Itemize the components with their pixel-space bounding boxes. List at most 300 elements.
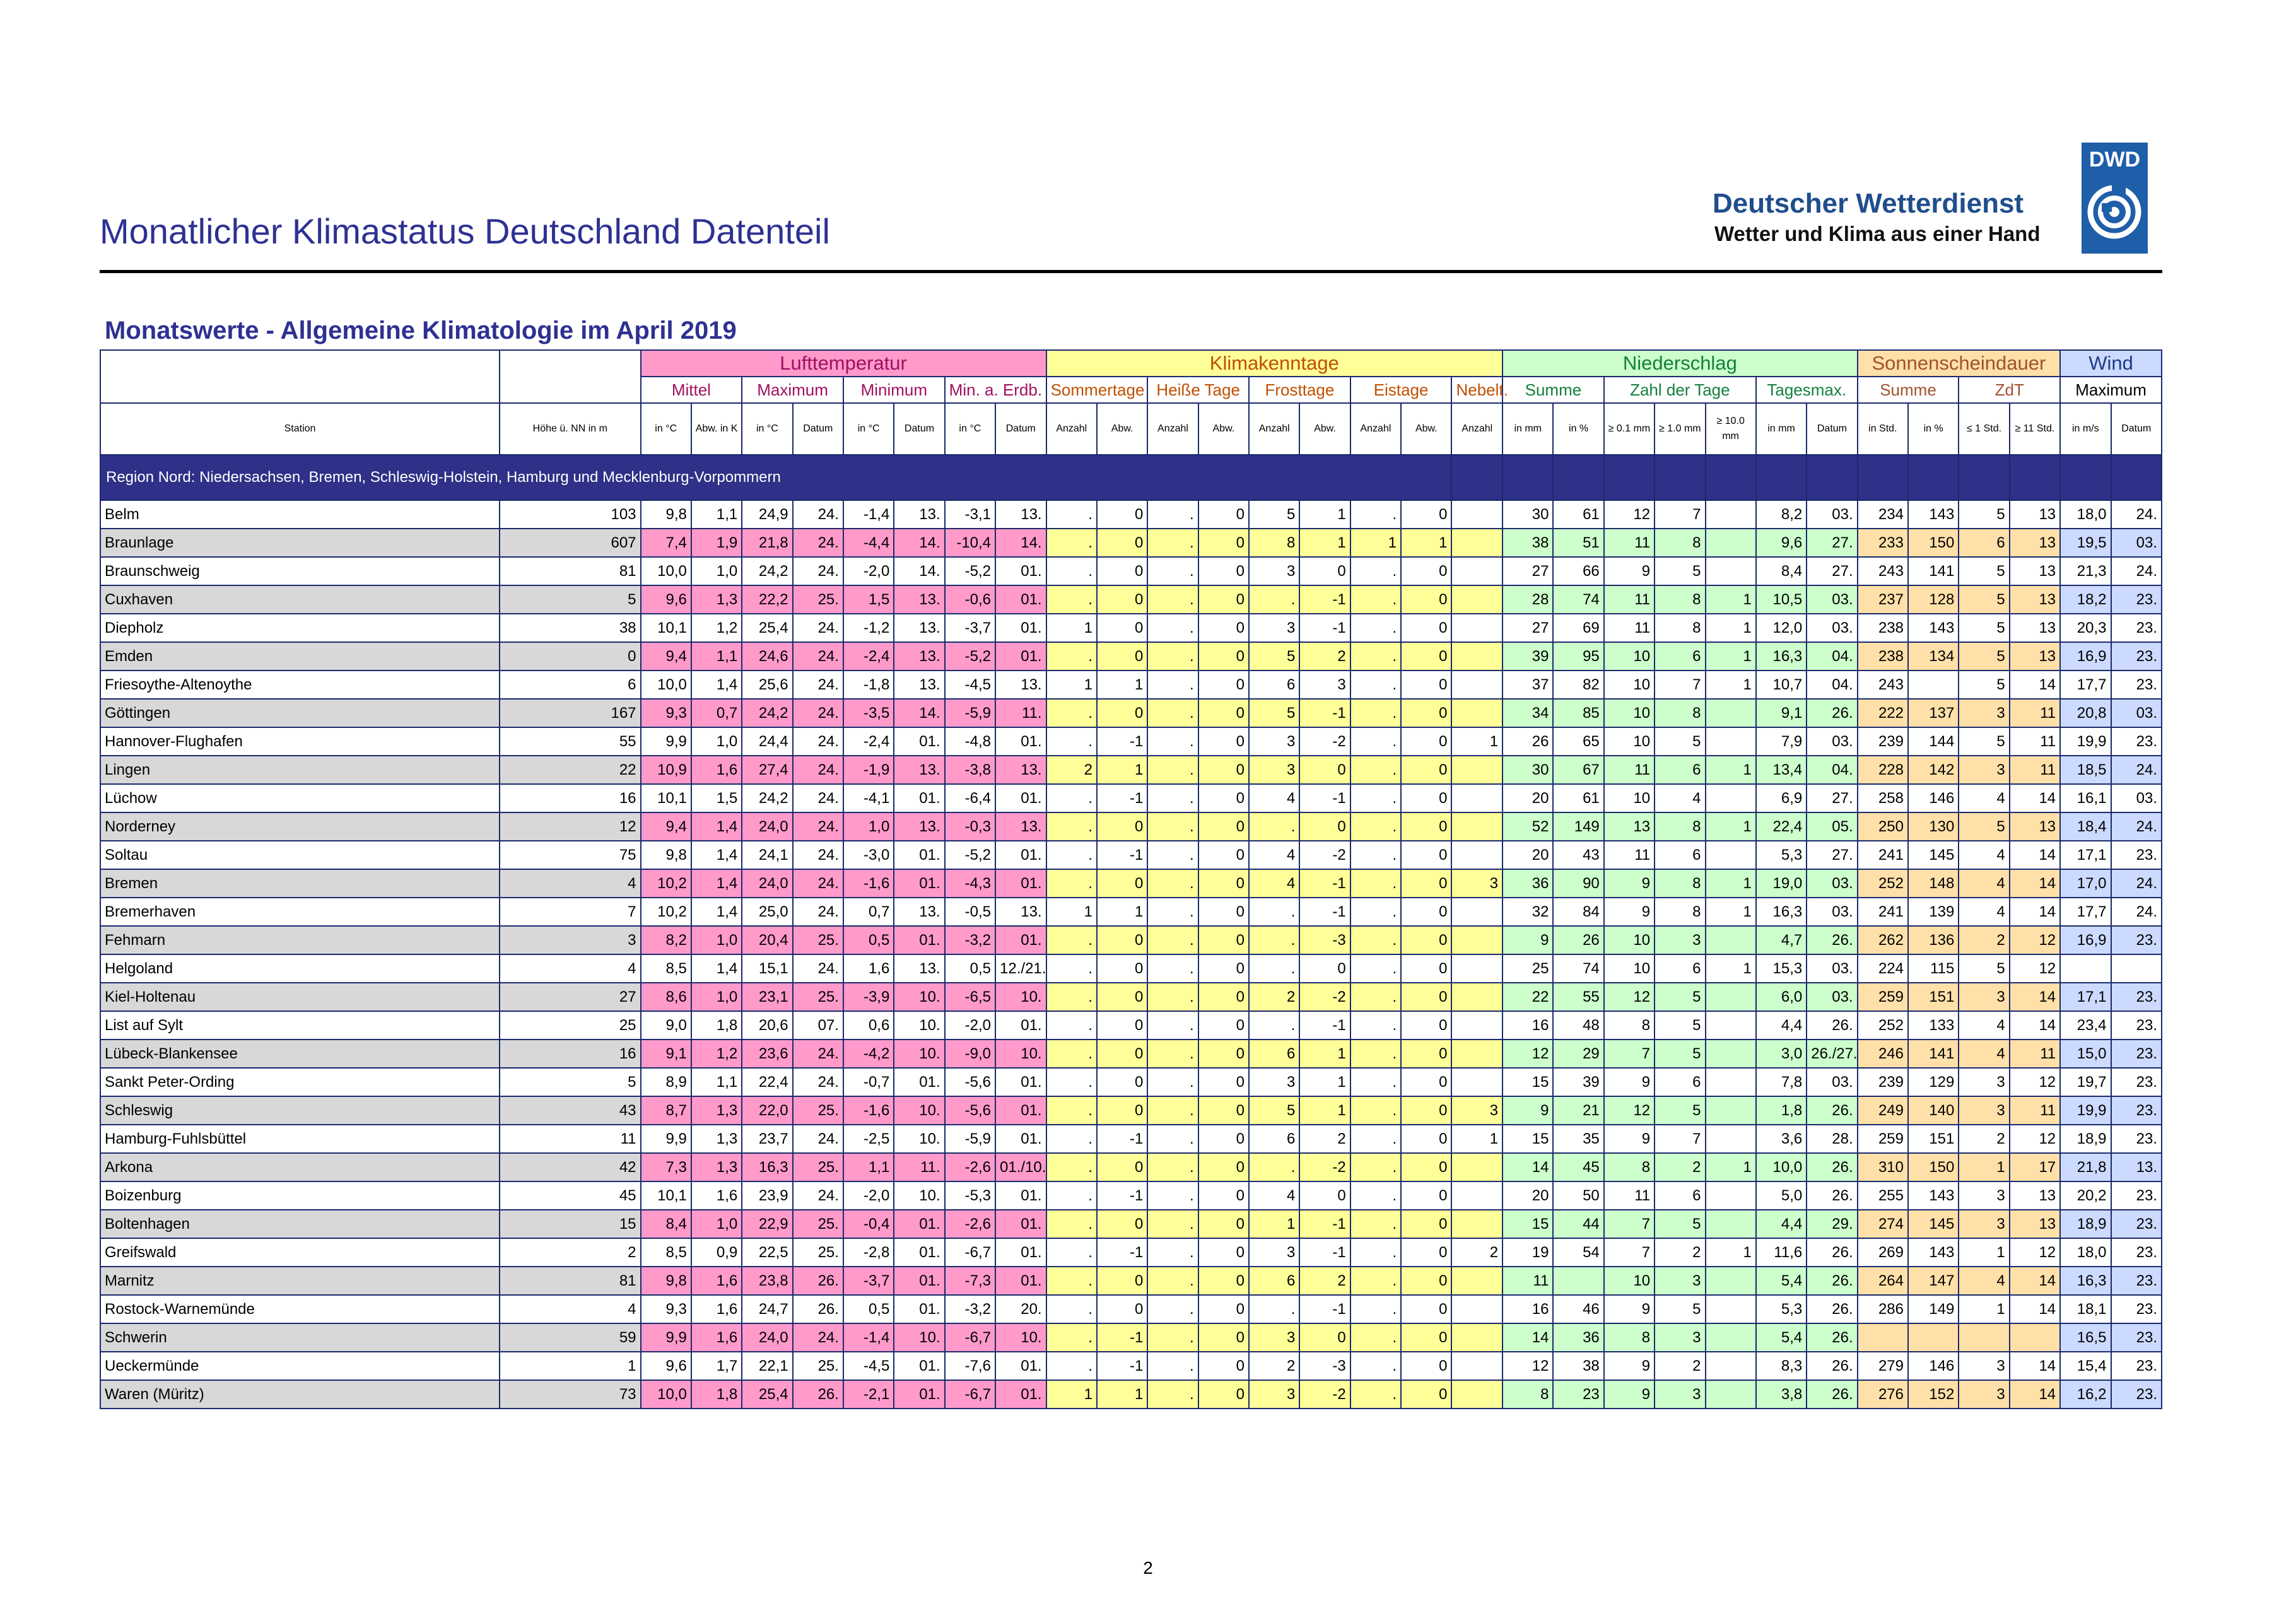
unit-pmax: in mm [1756,403,1807,455]
unit-t-mean: in °C [641,403,691,455]
cell-s-dev: 0 [1097,1295,1147,1323]
cell-d1: 3 [1655,1267,1705,1295]
cell-z11: 14 [2010,1295,2060,1323]
cell-h-count: . [1147,954,1198,983]
cell-tmax: 23,8 [742,1267,792,1295]
cell-s-count: . [1046,1295,1097,1323]
cell-s-dev: -1 [1097,1238,1147,1267]
cell-sun-pct: 143 [1908,1181,1959,1210]
cell-t-dev: 1,4 [691,954,742,983]
cell-tground: -5,6 [945,1096,995,1125]
cell-h-count: . [1147,642,1198,671]
cell-sun-h: 228 [1858,756,1908,784]
cell-n-count [1451,812,1502,841]
cell-f-dev: -2 [1299,1380,1350,1409]
cell-pmax: 4,4 [1756,1011,1807,1040]
cell-wind-date: 24. [2111,812,2162,841]
cell-wind-date: 03. [2111,529,2162,557]
cell-wind-date: 23. [2111,1068,2162,1096]
cell-f-count: 5 [1249,699,1299,727]
cell-pmax-date: 26. [1807,1096,1857,1125]
group-niederschlag: Niederschlag [1502,350,1858,377]
cell-z1: 3 [1959,983,2009,1011]
cell-tground: -5,3 [945,1181,995,1210]
cell-tmin: -3,5 [843,699,894,727]
cell-d10 [1706,699,1756,727]
table-row [100,671,2162,699]
cell-tmin: -1,6 [843,1096,894,1125]
cell-tmin-date: 11. [894,1153,944,1181]
cell-wind-date: 23. [2111,983,2162,1011]
cell-z11: 13 [2010,585,2060,614]
cell-z11: 12 [2010,1125,2060,1153]
cell-t-mean: 9,8 [641,1267,691,1295]
cell-station: Boizenburg [100,1181,500,1210]
sub-nebeltage: Nebelt. [1451,377,1502,403]
cell-f-dev: 0 [1299,1323,1350,1352]
cell-h-count: . [1147,1295,1198,1323]
cell-e-dev: 0 [1401,983,1451,1011]
cell-p-mm: 20 [1502,841,1553,869]
cell-d01: 8 [1604,1011,1655,1040]
cell-z11: 13 [2010,500,2060,529]
cell-h-dev: 0 [1198,671,1249,699]
cell-wind-ms: 16,9 [2060,642,2111,671]
cell-wind-ms: 23,4 [2060,1011,2111,1040]
cell-p-pct: 51 [1553,529,1603,557]
cell-z1: 5 [1959,500,2009,529]
unit-d10: ≥ 10.0 mm [1706,403,1756,455]
cell-tmax: 25,4 [742,1380,792,1409]
table-row [100,585,2162,614]
cell-sun-pct: 136 [1908,926,1959,954]
cell-t-mean: 8,5 [641,1238,691,1267]
cell-d10 [1706,1068,1756,1096]
cell-t-dev: 1,9 [691,529,742,557]
cell-s-dev: 1 [1097,671,1147,699]
cell-sun-h: 276 [1858,1380,1908,1409]
cell-f-dev: 1 [1299,1068,1350,1096]
cell-h-dev: 0 [1198,1153,1249,1181]
cell-height: 22 [500,756,640,784]
cell-d10: 1 [1706,614,1756,642]
cell-z1: 3 [1959,1068,2009,1096]
cell-sun-pct: 129 [1908,1068,1959,1096]
group-lufttemperatur: Lufttemperatur [641,350,1046,377]
cell-n-count [1451,671,1502,699]
cell-tground: -2,0 [945,1011,995,1040]
unit-d01: ≥ 0.1 mm [1604,403,1655,455]
cell-d1: 6 [1655,756,1705,784]
cell-e-dev: 0 [1401,671,1451,699]
cell-d01: 9 [1604,1295,1655,1323]
cell-s-count: . [1046,926,1097,954]
cell-height: 5 [500,1068,640,1096]
cell-f-count: 3 [1249,1068,1299,1096]
cell-e-count: . [1350,557,1401,585]
cell-z1: 3 [1959,1380,2009,1409]
cell-tmax-date: 24. [793,671,843,699]
cell-tmin: -4,1 [843,784,894,812]
cell-e-dev: 0 [1401,642,1451,671]
cell-d01: 11 [1604,1181,1655,1210]
cell-h-dev: 0 [1198,642,1249,671]
cell-f-dev: 0 [1299,1181,1350,1210]
cell-wind-ms: 19,9 [2060,1096,2111,1125]
cell-e-dev: 0 [1401,500,1451,529]
cell-sun-h: 262 [1858,926,1908,954]
cell-f-count: 3 [1249,727,1299,756]
cell-z11: 13 [2010,614,2060,642]
cell-p-pct: 84 [1553,898,1603,926]
cell-e-count: . [1350,1040,1401,1068]
cell-tmin-date: 01. [894,926,944,954]
cell-wind-date: 23. [2111,841,2162,869]
cell-e-count: . [1350,1011,1401,1040]
cell-p-mm: 8 [1502,1380,1553,1409]
cell-tmin: 1,6 [843,954,894,983]
cell-h-count: . [1147,727,1198,756]
cell-z1: 3 [1959,1210,2009,1238]
cell-p-mm: 39 [1502,642,1553,671]
cell-z1: 5 [1959,812,2009,841]
cell-p-pct: 46 [1553,1295,1603,1323]
cell-h-dev: 0 [1198,898,1249,926]
dwd-logo [1713,143,2148,254]
table-row [100,1125,2162,1153]
cell-wind-ms: 16,3 [2060,1267,2111,1295]
cell-p-mm: 30 [1502,500,1553,529]
cell-d10: 1 [1706,671,1756,699]
cell-sun-pct: 137 [1908,699,1959,727]
cell-tmin: -0,4 [843,1210,894,1238]
cell-f-count: . [1249,1011,1299,1040]
cell-f-count: . [1249,812,1299,841]
cell-t-dev: 1,5 [691,784,742,812]
cell-n-count [1451,1181,1502,1210]
cell-z1: 5 [1959,614,2009,642]
cell-d01: 10 [1604,784,1655,812]
climate-table [100,349,2162,1409]
cell-station: Rostock-Warnemünde [100,1295,500,1323]
cell-tmin-date: 01. [894,1352,944,1380]
cell-pmax: 22,4 [1756,812,1807,841]
cell-tmax: 22,0 [742,1096,792,1125]
cell-e-dev: 0 [1401,1125,1451,1153]
cell-z11: 14 [2010,784,2060,812]
cell-d1: 6 [1655,1068,1705,1096]
region-label: Region Nord: Niedersachsen, Bremen, Schleswig-Holstein, Hamburg und Mecklenburg-Vorpommern [100,455,1451,500]
cell-station: Sankt Peter-Ording [100,1068,500,1096]
cell-tground: -5,2 [945,642,995,671]
cell-wind-date: 23. [2111,926,2162,954]
cell-height: 12 [500,812,640,841]
cell-f-count: 3 [1249,1238,1299,1267]
cell-tmax: 24,9 [742,500,792,529]
cell-height: 5 [500,585,640,614]
cell-p-pct: 43 [1553,841,1603,869]
cell-e-dev: 0 [1401,1011,1451,1040]
cell-wind-date: 23. [2111,1181,2162,1210]
cell-h-count: . [1147,1125,1198,1153]
cell-f-dev: -1 [1299,1295,1350,1323]
cell-z11: 11 [2010,1096,2060,1125]
cell-p-mm: 20 [1502,1181,1553,1210]
cell-t-mean: 8,4 [641,1210,691,1238]
cell-h-count: . [1147,784,1198,812]
cell-wind-date: 23. [2111,1352,2162,1380]
cell-s-count: . [1046,1125,1097,1153]
cell-t-dev: 1,6 [691,1323,742,1352]
cell-t-dev: 1,0 [691,727,742,756]
cell-s-dev: 0 [1097,614,1147,642]
cell-h-count: . [1147,557,1198,585]
sub-eistage: Eistage [1350,377,1452,403]
cell-pmax-date: 26. [1807,926,1857,954]
cell-d01: 9 [1604,1352,1655,1380]
cell-pmax-date: 26. [1807,1181,1857,1210]
unit-tmax: in °C [742,403,792,455]
unit-h-count: Anzahl [1147,403,1198,455]
cell-p-pct: 69 [1553,614,1603,642]
cell-f-dev: -1 [1299,869,1350,898]
cell-wind-ms [2060,954,2111,983]
cell-z1: 2 [1959,1125,2009,1153]
cell-d10 [1706,1181,1756,1210]
cell-tmax: 24,0 [742,812,792,841]
cell-p-mm: 15 [1502,1068,1553,1096]
cell-s-dev: 0 [1097,983,1147,1011]
cell-sun-h: 252 [1858,869,1908,898]
cell-s-count: . [1046,1096,1097,1125]
cell-station: Schleswig [100,1096,500,1125]
cell-z1: 1 [1959,1238,2009,1267]
cell-n-count [1451,898,1502,926]
cell-tground: -6,4 [945,784,995,812]
cell-f-count: . [1249,585,1299,614]
cell-d10: 1 [1706,898,1756,926]
cell-d1: 5 [1655,1096,1705,1125]
cell-tground-date: 13. [995,898,1046,926]
cell-s-count: 1 [1046,671,1097,699]
cell-tmax: 23,7 [742,1125,792,1153]
cell-t-mean: 9,4 [641,642,691,671]
cell-d01: 9 [1604,898,1655,926]
cell-d01: 7 [1604,1040,1655,1068]
cell-wind-ms: 16,5 [2060,1323,2111,1352]
cell-tmin-date: 10. [894,1011,944,1040]
cell-h-dev: 0 [1198,954,1249,983]
cell-sun-h: 269 [1858,1238,1908,1267]
cell-tmin: 1,0 [843,812,894,841]
cell-wind-ms: 15,4 [2060,1352,2111,1380]
cell-f-dev: 1 [1299,500,1350,529]
cell-sun-h: 249 [1858,1096,1908,1125]
cell-z1: 5 [1959,557,2009,585]
cell-wind-ms: 19,5 [2060,529,2111,557]
cell-t-dev: 1,3 [691,1125,742,1153]
cell-s-dev: 0 [1097,500,1147,529]
dwd-badge [2082,143,2148,254]
cell-tground-date: 01. [995,1380,1046,1409]
cell-f-count: 5 [1249,500,1299,529]
cell-t-dev: 1,3 [691,1153,742,1181]
cell-wind-ms: 16,2 [2060,1380,2111,1409]
cell-p-pct: 44 [1553,1210,1603,1238]
cell-t-dev: 1,1 [691,500,742,529]
cell-tmax-date: 24. [793,756,843,784]
cell-d01: 10 [1604,1267,1655,1295]
cell-s-count: . [1046,841,1097,869]
cell-tmax-date: 24. [793,699,843,727]
cell-z1: 3 [1959,1096,2009,1125]
cell-pmax-date: 26./27. [1807,1040,1857,1068]
cell-n-count [1451,1011,1502,1040]
cell-tmax: 22,5 [742,1238,792,1267]
cell-pmax: 3,0 [1756,1040,1807,1068]
cell-n-count [1451,1068,1502,1096]
cell-d1: 2 [1655,1352,1705,1380]
cell-s-dev: -1 [1097,1352,1147,1380]
cell-station: Boltenhagen [100,1210,500,1238]
cell-pmax: 5,3 [1756,1295,1807,1323]
cell-tground: -5,2 [945,841,995,869]
cell-z1: 4 [1959,869,2009,898]
cell-wind-ms: 19,7 [2060,1068,2111,1096]
cell-z11: 14 [2010,898,2060,926]
cell-p-pct: 95 [1553,642,1603,671]
cell-f-count: 4 [1249,869,1299,898]
cell-pmax: 11,6 [1756,1238,1807,1267]
sub-sommertage: Sommertage [1046,377,1148,403]
cell-tground: -0,3 [945,812,995,841]
cell-e-count: . [1350,1352,1401,1380]
cell-tground-date: 20. [995,1295,1046,1323]
cell-z11: 12 [2010,1068,2060,1096]
cell-p-pct: 66 [1553,557,1603,585]
cell-sun-pct [1908,1323,1959,1352]
cell-sun-pct: 151 [1908,1125,1959,1153]
cell-t-mean: 9,6 [641,1352,691,1380]
cell-e-count: . [1350,926,1401,954]
cell-t-mean: 9,0 [641,1011,691,1040]
cell-height: 607 [500,529,640,557]
cell-e-count: . [1350,983,1401,1011]
swirl-icon [2087,180,2143,243]
cell-pmax-date: 26. [1807,1380,1857,1409]
cell-t-mean: 8,7 [641,1096,691,1125]
cell-e-dev: 0 [1401,756,1451,784]
cell-tmin-date: 01. [894,1380,944,1409]
cell-height: 11 [500,1125,640,1153]
cell-p-pct: 61 [1553,784,1603,812]
cell-d01: 11 [1604,614,1655,642]
cell-s-dev: -1 [1097,1125,1147,1153]
cell-f-dev: -1 [1299,585,1350,614]
cell-wind-date: 23. [2111,1267,2162,1295]
height-header-blank [500,350,640,403]
cell-tmax: 24,2 [742,557,792,585]
cell-f-dev: -3 [1299,926,1350,954]
unit-tground: in °C [945,403,995,455]
cell-sun-h: 274 [1858,1210,1908,1238]
cell-z11: 11 [2010,756,2060,784]
cell-h-dev: 0 [1198,699,1249,727]
cell-tmax: 15,1 [742,954,792,983]
cell-p-mm: 32 [1502,898,1553,926]
cell-f-count: 4 [1249,841,1299,869]
cell-e-count: . [1350,1295,1401,1323]
sub-frosttage: Frosttage [1249,377,1350,403]
cell-tmin-date: 01. [894,1068,944,1096]
cell-sun-pct: 130 [1908,812,1959,841]
cell-f-dev: -2 [1299,727,1350,756]
cell-d01: 10 [1604,671,1655,699]
cell-f-dev: 0 [1299,557,1350,585]
cell-tmin: -1,8 [843,671,894,699]
cell-f-count: 3 [1249,1323,1299,1352]
cell-pmax-date: 04. [1807,671,1857,699]
cell-station: Marnitz [100,1267,500,1295]
table-row [100,500,2162,529]
cell-tmin: -2,0 [843,1181,894,1210]
cell-h-dev: 0 [1198,983,1249,1011]
cell-t-dev: 1,4 [691,898,742,926]
cell-tmin: -3,0 [843,841,894,869]
unit-sun-pct: in % [1908,403,1959,455]
cell-t-mean: 10,1 [641,1181,691,1210]
cell-e-dev: 1 [1401,529,1451,557]
table-row [100,1011,2162,1040]
cell-t-dev: 1,6 [691,1267,742,1295]
cell-d10 [1706,1011,1756,1040]
cell-e-count: . [1350,784,1401,812]
cell-s-dev: 0 [1097,1096,1147,1125]
cell-h-dev: 0 [1198,1267,1249,1295]
cell-f-count: 6 [1249,1267,1299,1295]
cell-tmax-date: 24. [793,500,843,529]
cell-height: 81 [500,557,640,585]
cell-pmax: 10,0 [1756,1153,1807,1181]
cell-tground-date: 01. [995,1096,1046,1125]
cell-pmax: 4,7 [1756,926,1807,954]
cell-d01: 12 [1604,1096,1655,1125]
cell-s-dev: -1 [1097,841,1147,869]
cell-d1: 7 [1655,500,1705,529]
cell-height: 4 [500,1295,640,1323]
cell-h-dev: 0 [1198,1096,1249,1125]
cell-tmin-date: 01. [894,1295,944,1323]
cell-sun-h: 243 [1858,671,1908,699]
cell-e-dev: 0 [1401,784,1451,812]
cell-s-count: . [1046,557,1097,585]
title-rule [100,270,2162,273]
cell-h-dev: 0 [1198,1238,1249,1267]
cell-d1: 7 [1655,1125,1705,1153]
cell-sun-h: 222 [1858,699,1908,727]
cell-tmin-date: 13. [894,756,944,784]
cell-p-pct: 36 [1553,1323,1603,1352]
cell-d01: 10 [1604,642,1655,671]
cell-d10: 1 [1706,812,1756,841]
cell-e-count: . [1350,1125,1401,1153]
sub-zahl-der-tage: Zahl der Tage [1604,377,1756,403]
cell-n-count [1451,585,1502,614]
cell-p-pct: 35 [1553,1125,1603,1153]
cell-tmax: 24,2 [742,699,792,727]
table-row [100,529,2162,557]
cell-t-mean: 10,0 [641,671,691,699]
